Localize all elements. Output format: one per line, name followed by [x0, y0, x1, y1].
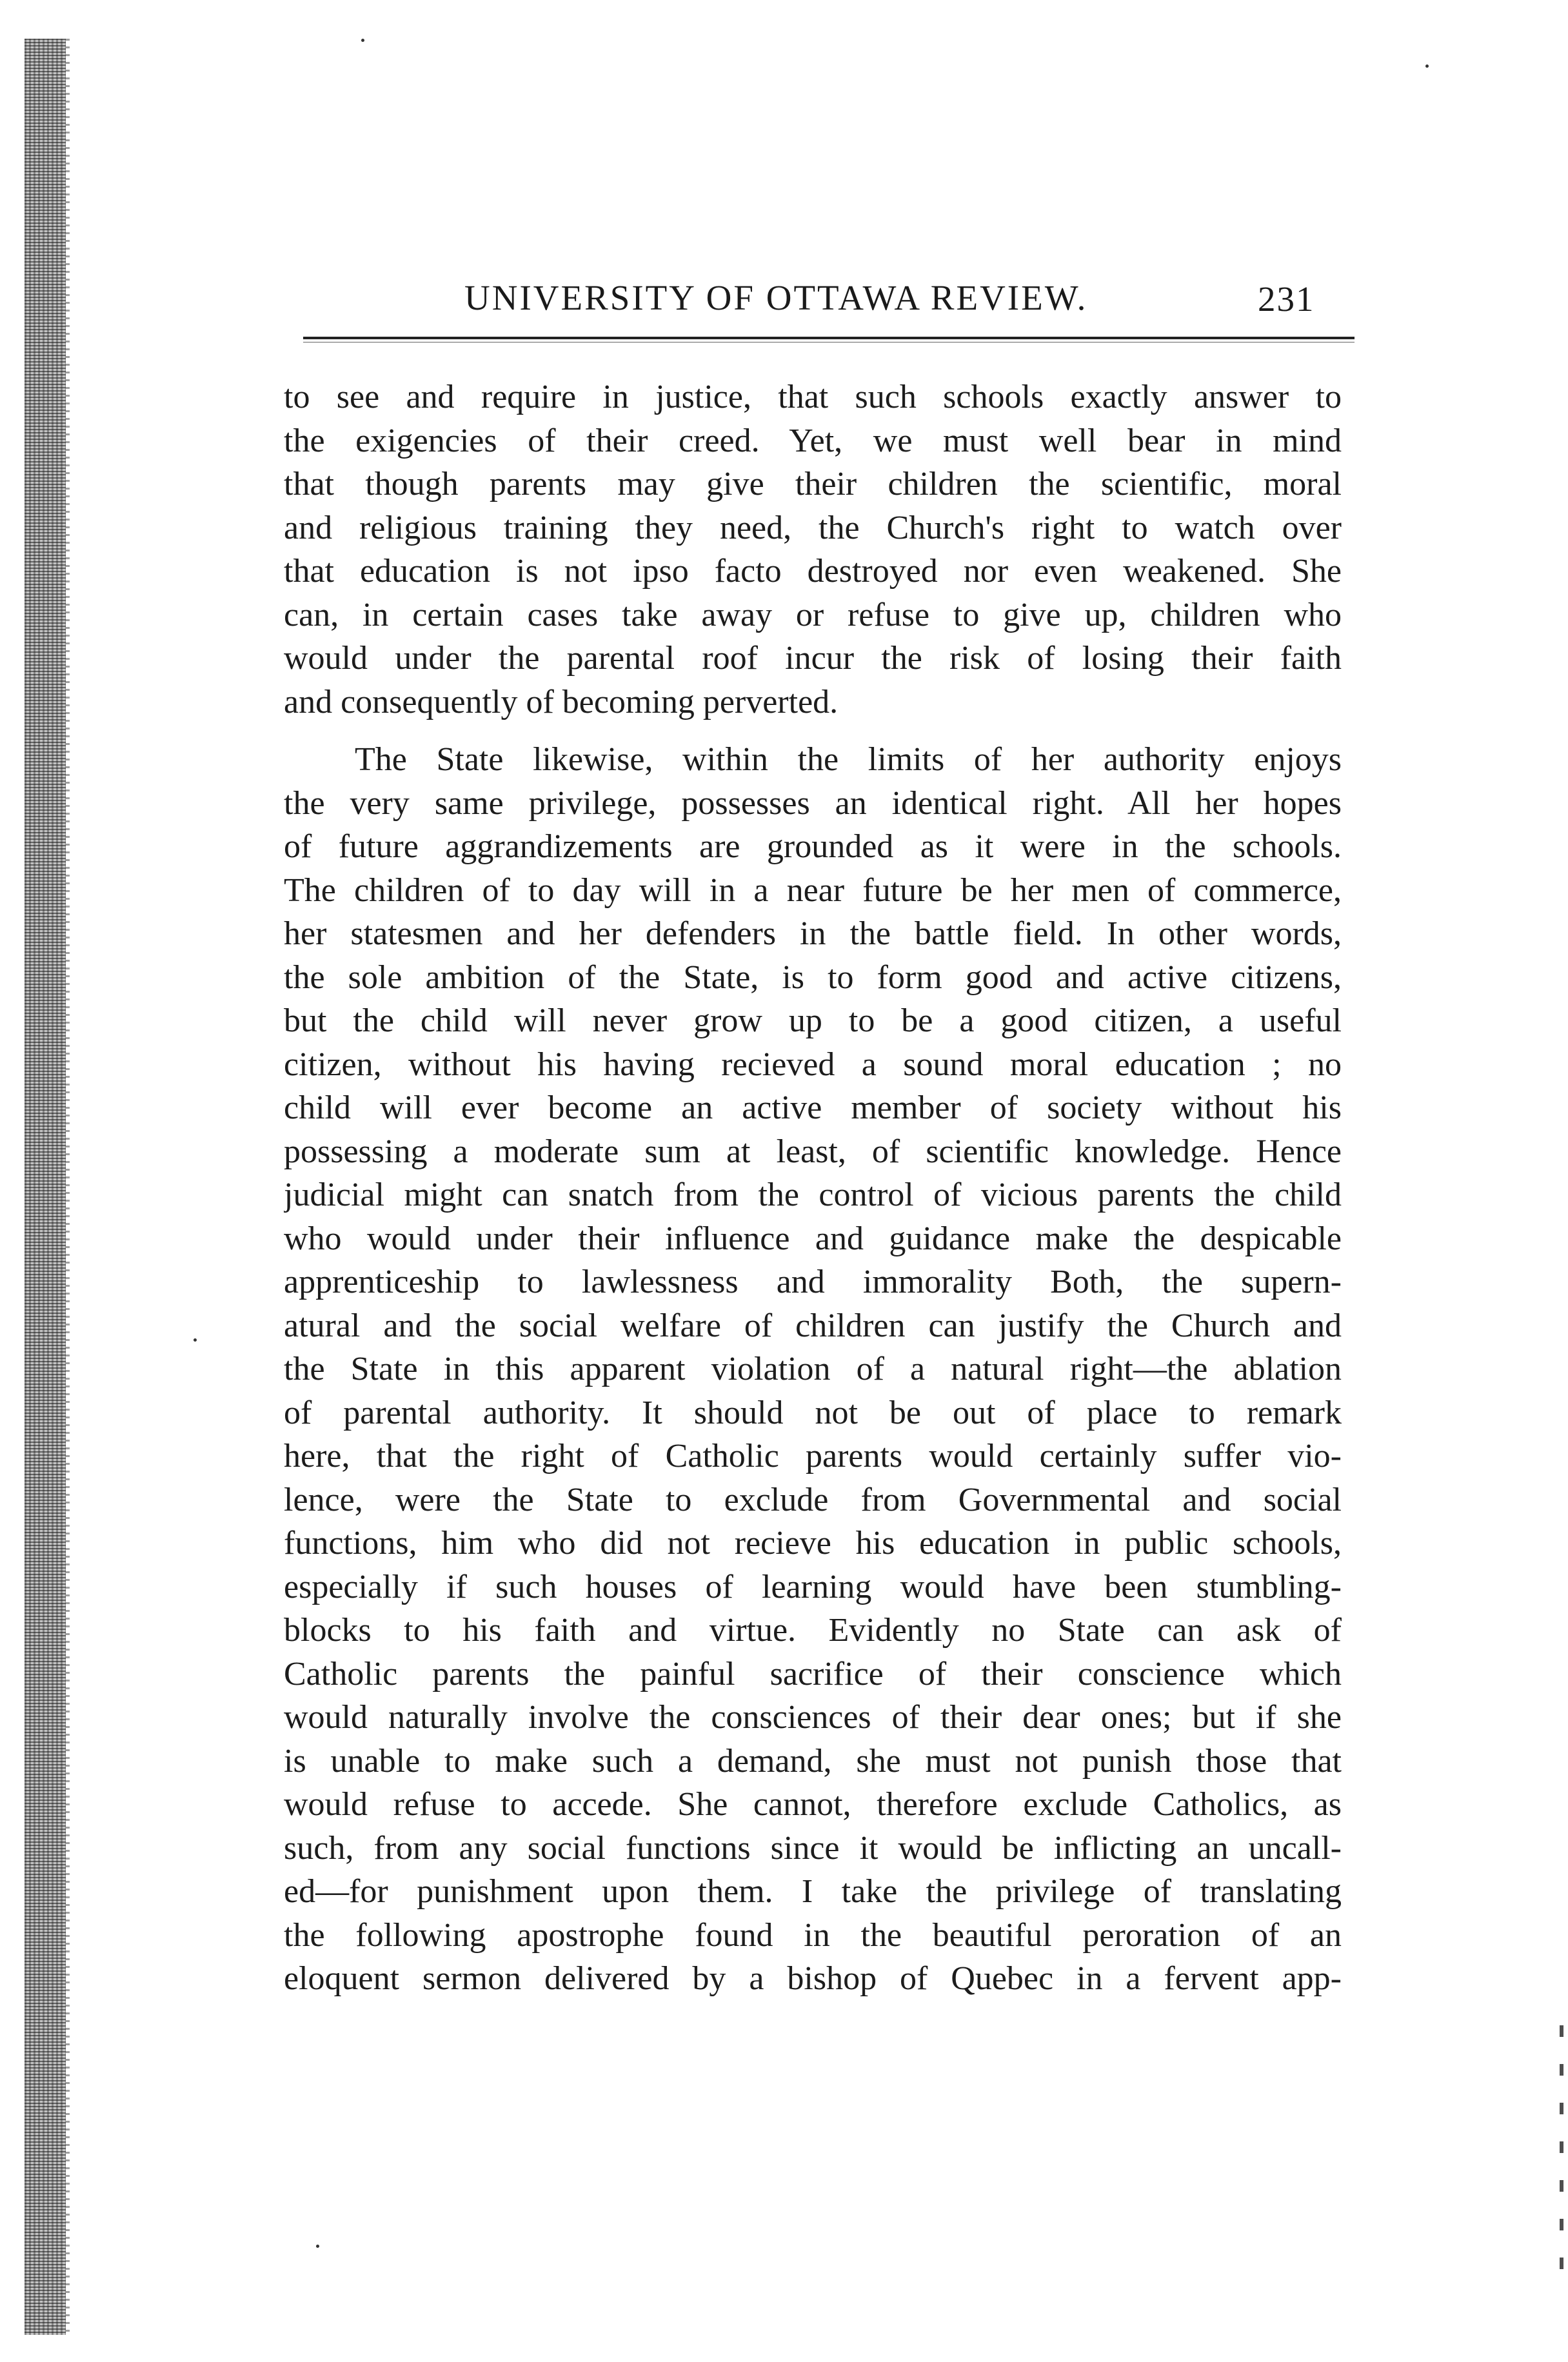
text-line: the State in this apparent violation of a natural right—the ablation — [284, 1351, 1342, 1387]
text-line: Catholic parents the painful sacrifice of their conscience which — [284, 1655, 1342, 1692]
text-line: The children of to day will in a near future be her men of commerce, — [284, 871, 1342, 909]
dust-speck — [1425, 65, 1429, 68]
text-line: would under the parental roof incur the risk of losing their faith — [284, 640, 1342, 677]
binding-shadow — [66, 39, 70, 2335]
text-line: who would under their influence and guidance make the despicable — [284, 1220, 1342, 1257]
running-head: UNIVERSITY OF OTTAWA REVIEW. — [464, 278, 1088, 317]
text-line: is unable to make such a demand, she must not punish those that — [284, 1742, 1342, 1780]
text-line: such, from any social functions since it would be inflicting an uncall- — [284, 1829, 1342, 1867]
text-line: blocks to his faith and virtue. Evidently no State can ask of — [284, 1612, 1342, 1649]
margin-specks — [1560, 2025, 1563, 2283]
dust-speck — [194, 1338, 197, 1342]
dust-speck — [361, 39, 364, 42]
text-line: would refuse to accede. She cannot, therefore exclude Catholics, as — [284, 1786, 1342, 1823]
text-line: here, that the right of Catholic parents would certainly suffer vio- — [284, 1438, 1342, 1474]
text-line: possessing a moderate sum at least, of scientific knowledge. Hence — [284, 1133, 1342, 1170]
text-line: the exigencies of their creed. Yet, we must well bear in mind — [284, 422, 1342, 459]
text-line: and consequently of becoming perverted. — [284, 683, 839, 720]
paragraph-2 — [284, 738, 1342, 2001]
text-line: apprenticeship to lawlessness and immorality Both, the supern- — [284, 1264, 1342, 1300]
text-line: of parental authority. It should not be out of place to remark — [284, 1394, 1342, 1431]
text-line: The State likewise, within the limits of her authority enjoys — [355, 741, 1342, 778]
text-line: of future aggrandizements are grounded as it were in the schools. — [284, 828, 1342, 865]
text-line: the following apostrophe found in the beautiful peroration of an — [284, 1916, 1342, 1954]
text-line: would naturally involve the consciences of their dear ones; but if she — [284, 1699, 1342, 1736]
header-rule — [303, 337, 1355, 339]
text-line: that education is not ipso facto destroyed nor even weakened. She — [284, 553, 1342, 590]
text-line: citizen, without his having recieved a sound moral education ; no — [284, 1046, 1342, 1083]
text-line: to see and require in justice, that such schools exactly answer to — [284, 379, 1342, 415]
page-header — [464, 271, 1367, 323]
text-line: functions, him who did not recieve his education in public schools, — [284, 1525, 1342, 1562]
dust-speck — [316, 2245, 319, 2248]
text-line: ed—for punishment upon them. I take the privilege of translating — [284, 1873, 1342, 1910]
text-line: child will ever become an active member of society without his — [284, 1089, 1342, 1126]
text-line: atural and the social welfare of children can justify the Church and — [284, 1307, 1342, 1344]
page-number: 231 — [1258, 279, 1315, 319]
text-line: the sole ambition of the State, is to form good and active citizens, — [284, 958, 1342, 996]
text-line: the very same privilege, possesses an identical right. All her hopes — [284, 784, 1342, 822]
text-line: eloquent sermon delivered by a bishop of Quebec in a fervent app- — [284, 1960, 1342, 1997]
paragraph-1 — [284, 375, 1342, 724]
text-line: lence, were the State to exclude from Governmental and social — [284, 1481, 1342, 1518]
text-line: especially if such houses of learning would have been stumbling- — [284, 1568, 1342, 1605]
text-line: judicial might can snatch from the control of vicious parents the child — [284, 1176, 1342, 1213]
text-line: and religious training they need, the Church's right to watch over — [284, 509, 1342, 546]
text-line: can, in certain cases take away or refuse to give up, children who — [284, 596, 1342, 633]
paragraph-gap — [284, 724, 1342, 738]
body-text — [284, 375, 1342, 2001]
page-binding-edge — [25, 39, 66, 2335]
text-line: but the child will never grow up to be a good citizen, a useful — [284, 1002, 1342, 1039]
text-line: that though parents may give their children the scientific, moral — [284, 466, 1342, 502]
text-line: her statesmen and her defenders in the battle field. In other words, — [284, 915, 1342, 952]
